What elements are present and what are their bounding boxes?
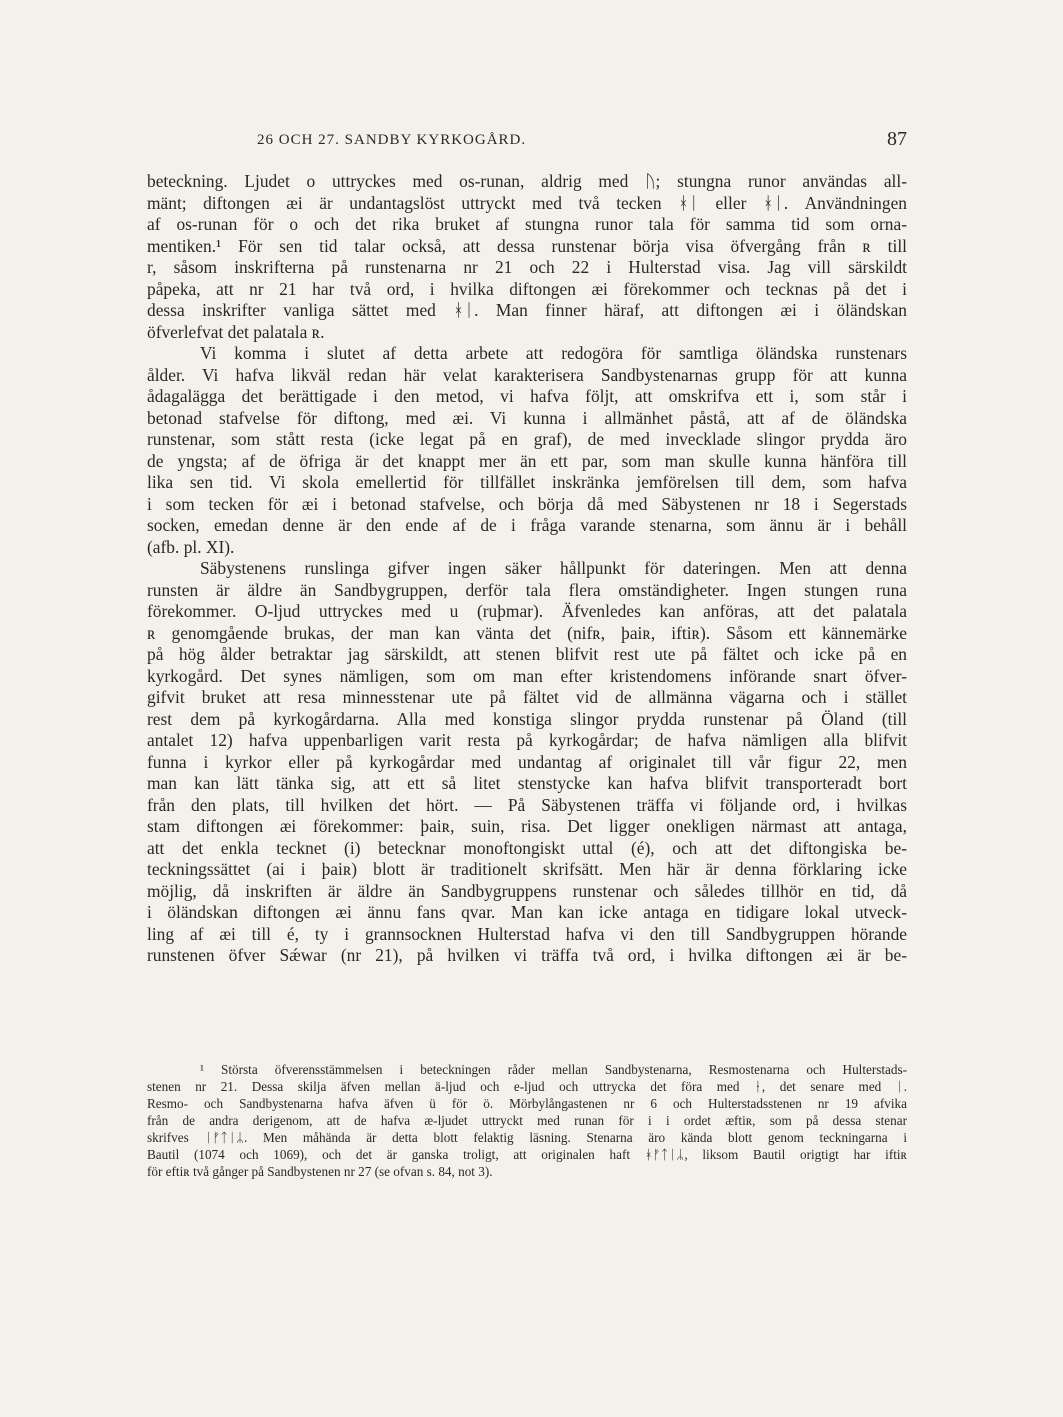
body-line: betonad stafvelse för diftong, med æi. Vi kunna i allmänhet påstå, att af de öländska	[147, 407, 907, 428]
body-line: de yngsta; af de öfriga är det knappt mer än ett par, som man skulle kunna hänföra till	[147, 450, 907, 471]
body-line: förekommer. O-ljud uttryckes med u (ruþmar). Äfvenledes kan anföras, att det palatala	[147, 601, 907, 621]
body-line: ʀ genomgående brukas, der man kan vänta det (nifʀ, þaiʀ, iftiʀ). Såsom ett kännemärke	[147, 622, 907, 643]
body-line: (afb. pl. XI).	[147, 536, 235, 557]
body-line: möjlig, då inskriften är äldre än Sandbygruppens runstenar och således tillhör en tid, då	[147, 880, 907, 901]
body-line: antalet 12) hafva uppenbarligen varit resta på kyrkogårdar; de hafva nämligen alla blifvit	[147, 730, 907, 750]
footnote-line: från de andra derigenom, att de hafva æ-ljudet uttryckt med runan för i i ordet æftiʀ, som på dessa stenar	[147, 1113, 907, 1128]
body-line: gifvit bruket att resa minnesstenar ute på fältet vid de allmänna vägarna och i stället	[147, 687, 907, 707]
footnotes	[147, 1061, 907, 1180]
body-line: ådagalägga det berättigade i den metod, vi hafva följt, att omskrifva ett i, som står i	[147, 386, 907, 406]
body-line: mentiken.¹ För sen tid talar också, att dessa runstenar börja visa öfvergång från ʀ till	[147, 235, 907, 256]
body-line: öfverlefvat det palatala ʀ.	[147, 321, 325, 342]
body-line: ålder. Vi hafva likväl redan här velat karakterisera Sandbystenarnas grupp för att kunna	[147, 364, 907, 385]
body-line: rest dem på kyrkogårdarna. Alla med konstiga slingor prydda runstenar på Öland (till	[147, 708, 907, 729]
footnote-line: ¹ Största öfverensstämmelsen i beteckningen råder mellan Sandbystenarna, Resmostenarna och Hulterstads-	[200, 1062, 907, 1077]
running-head	[147, 128, 907, 156]
running-title: 26 OCH 27. SANDBY KYRKOGÅRD.	[257, 132, 527, 148]
body-line: i öländskan diftongen æi ännu fans qvar. Man kan icke antaga en tidigare lokal utveck-	[147, 902, 907, 922]
body-line: runstenar, som stått resta (icke legat på en graf), de med invecklade slingor prydda äro	[147, 429, 907, 449]
body-line: teckningssättet (ai i þaiʀ) blott är traditionelt skrifsätt. Men här är denna förklaring icke	[147, 859, 907, 879]
body-line: från den plats, till hvilken det hört. — På Säbystenen träffa vi följande ord, i hvilkas	[147, 794, 907, 815]
body-line: socken, emedan denne är den ende af de i fråga varande stenarna, som ännu är i behåll	[147, 515, 907, 535]
footnote-line: skrifves ᛁᚠᛏᛁᛦ. Men måhända är detta blott felaktig läsning. Stenarna äro kända blott genom teckningarna i	[147, 1130, 907, 1145]
body-line: man kan lätt tänka sig, att ett så litet stenstycke kan hafva blifvit transporteradt bort	[147, 773, 907, 793]
page-number: 87	[887, 128, 907, 150]
footnote-line: stenen nr 21. Dessa skilja äfven mellan ä-ljud och e-ljud och uttrycka det föra med ᚽ, det senare med ᛁ.	[147, 1079, 907, 1094]
body-line: Säbystenens runslinga gifver ingen säker hållpunkt för dateringen. Men att denna	[200, 558, 907, 578]
body-text	[147, 171, 907, 967]
body-line: funna i kyrkor eller på kyrkogårdar med undantag af originalet till vår figur 22, men	[147, 751, 907, 772]
body-line: kyrkogård. Det synes nämligen, som om man efter kristendomens införande snart öfver-	[147, 665, 907, 686]
body-line: dessa inskrifter vanliga sättet med ᚼᛁ. Man finner häraf, att diftongen æi i öländskan	[147, 300, 907, 320]
body-line: mänt; diftongen æi är undantagslöst uttryckt med två tecken ᚼᛁ eller ᚼᛁ. Användningen	[147, 192, 907, 213]
body-line: påpeka, att nr 21 har två ord, i hvilka diftongen æi förekommer och tecknas på det i	[147, 278, 907, 299]
body-line: lika sen tid. Vi skola emellertid för tillfället inskränka jemförelsen till dem, som hafva	[147, 472, 907, 492]
body-line: af os-runan för o och det rika bruket af stungna runor tala för samma tid som orna-	[147, 214, 907, 234]
body-line: beteckning. Ljudet o uttryckes med os-runan, aldrig med ᚢ; stungna runor användas all-	[147, 171, 907, 191]
body-line: runsten är äldre än Sandbygruppen, derför tala flera omständigheter. Ingen stungen runa	[147, 579, 907, 600]
body-line: att det enkla tecknet (i) betecknar monoftongiskt uttal (é), och att det diftongiska be-	[147, 837, 907, 858]
body-line: stam diftongen æi förekommer: þaiʀ, suin, risa. Det ligger onekligen närmast att antaga,	[147, 816, 907, 836]
body-line: runstenen öfver Sǽwar (nr 21), på hvilken vi träffa två ord, i hvilka diftongen æi är be-	[147, 945, 907, 965]
body-line: på hög ålder betraktar jag särskildt, att stenen blifvit rest ute på fältet och icke på en	[147, 644, 907, 664]
footnote-line: Bautil (1074 och 1069), och det är ganska troligt, att originalen haft ᚼᚠᛏᛁᛦ, liksom Bautil origtigt har iftiʀ	[147, 1147, 907, 1162]
body-line: Vi komma i slutet af detta arbete att redogöra för samtliga öländska runstenars	[200, 343, 907, 363]
body-line: r, såsom inskrifterna på runstenarna nr 21 och 22 i Hulterstad visa. Jag vill särskildt	[147, 257, 907, 277]
footnote-line: Resmo- och Sandbystenarna hafva äfven ü för ö. Mörbylångastenen nr 6 och Hulterstadsstenen nr 19 afvika	[147, 1096, 907, 1111]
body-line: ling af æi till é, ty i grannsocknen Hulterstad hafva vi den till Sandbygruppen hörande	[147, 923, 907, 944]
body-line: i som tecken för æi i betonad stafvelse, och börja då med Säbystenen nr 18 i Segerstads	[147, 493, 907, 514]
footnote-line: för eftiʀ två gånger på Sandbystenen nr 27 (se ofvan s. 84, not 3).	[147, 1164, 493, 1179]
